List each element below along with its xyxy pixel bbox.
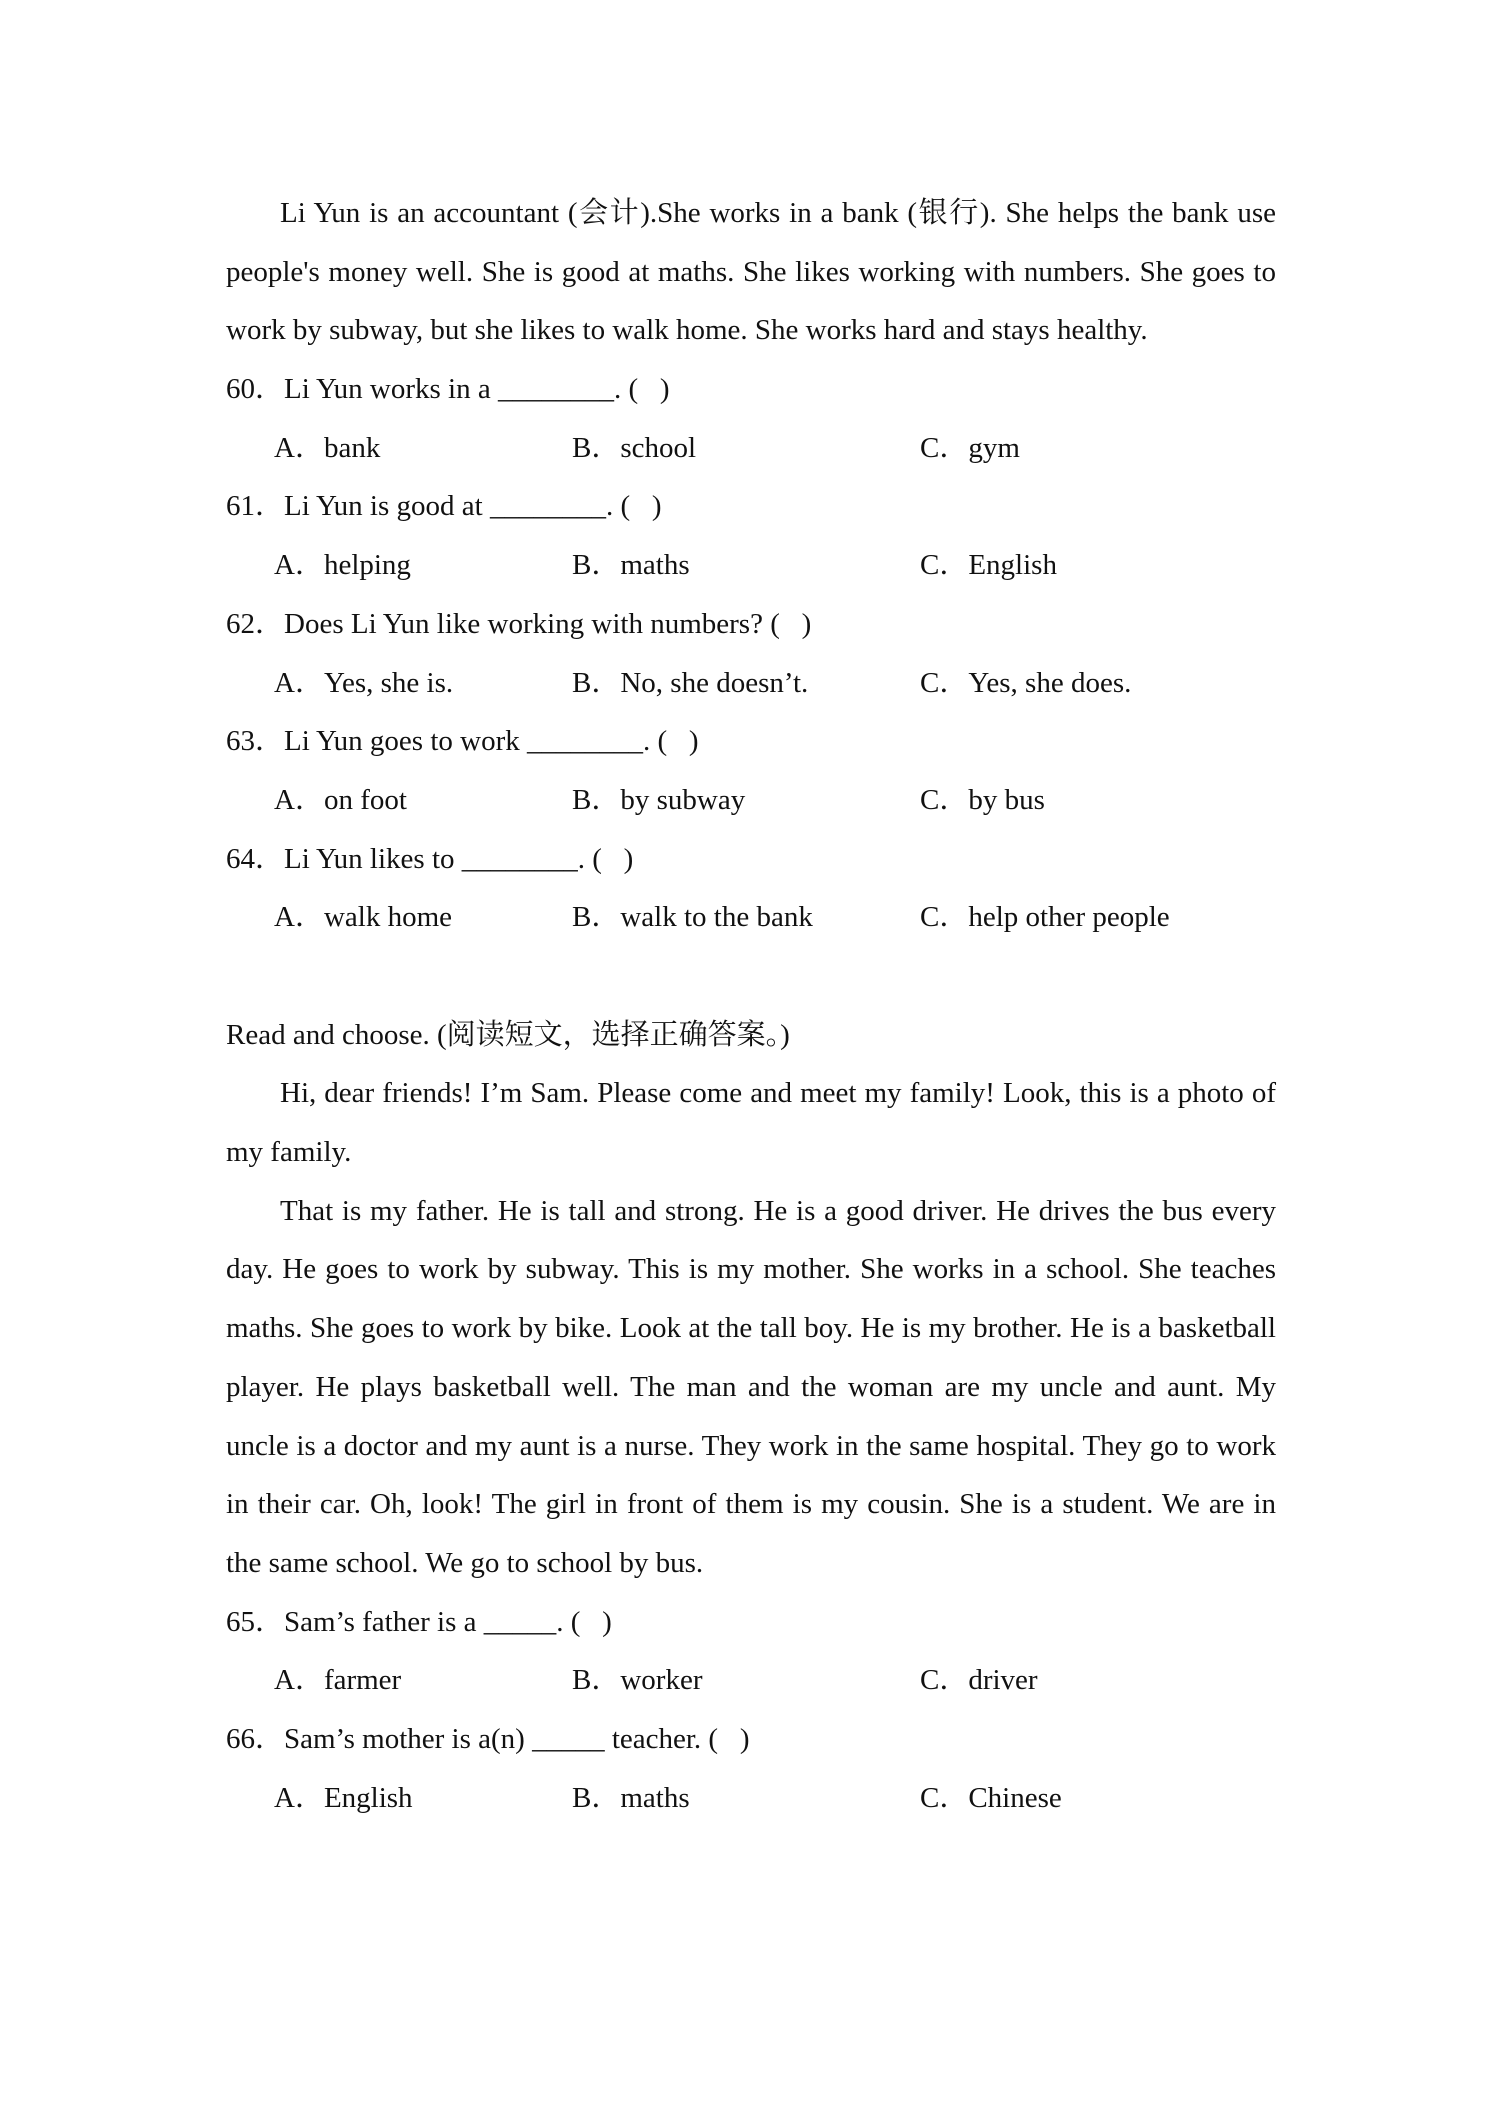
question-stem: 65．Sam’s father is a _____. ( ): [226, 1605, 612, 1638]
option-c: C．driver: [920, 1664, 1038, 1697]
question-65: [226, 1593, 1276, 1710]
option-b: B．walk to the bank: [572, 901, 813, 934]
answer-options: [226, 771, 1276, 830]
passage-li-yun: Li Yun is an accountant (会计).She works in a bank (银行). She helps the bank use people's money well. She is good at maths. She likes working with numbers. She goes to work by subway, but she likes to walk home. She works hard and stays healthy.: [226, 197, 1284, 347]
option-a: A．walk home: [274, 901, 452, 934]
question-stem: 64．Li Yun likes to ________. ( ): [226, 842, 634, 875]
answer-options: [226, 888, 1276, 947]
option-a: A．English: [274, 1781, 413, 1814]
question-60: [226, 360, 1276, 477]
option-b: B．school: [572, 431, 697, 464]
option-c: C．Chinese: [920, 1781, 1062, 1814]
option-c: C．help other people: [920, 901, 1170, 934]
question-61: [226, 477, 1276, 594]
option-c: C．gym: [920, 431, 1020, 464]
answer-options: [226, 419, 1276, 478]
option-c: C．by bus: [920, 783, 1045, 816]
option-a: A．on foot: [274, 783, 407, 816]
question-stem: 62．Does Li Yun like working with numbers? ( ): [226, 607, 812, 640]
question-stem: 61．Li Yun is good at ________. ( ): [226, 490, 662, 523]
passage-sam-intro: Hi, dear friends! I’m Sam. Please come and meet my family! Look, this is a photo of my family.: [226, 1077, 1284, 1169]
option-c: C．Yes, she does.: [920, 666, 1132, 699]
answer-options: [226, 536, 1276, 595]
option-a: A．farmer: [274, 1664, 402, 1697]
option-b: B．worker: [572, 1664, 703, 1697]
question-66: [226, 1710, 1276, 1827]
question-64: [226, 830, 1276, 947]
option-a: A．helping: [274, 549, 411, 582]
option-a: A．bank: [274, 431, 381, 464]
option-c: C．English: [920, 549, 1057, 582]
option-b: B．by subway: [572, 783, 746, 816]
question-63: [226, 712, 1276, 829]
option-b: B．No, she doesn’t.: [572, 666, 809, 699]
passage-sam-family: That is my father. He is tall and strong. He is a good driver. He drives the bus every day. He goes to work by subway. This is my mother. She works in a school. She teaches maths. She goes to work by bike. Look at the tall boy. He is my brother. He is a basketball player. He plays basketball well. The man and the woman are my uncle and aunt. My uncle is a doctor and my aunt is a nurse. They work in the same hospital. They go to work in their car. Oh, look! The girl in front of them is my cousin. She is a student. We are in the same school. We go to school by bus.: [226, 1194, 1284, 1579]
question-stem: 63．Li Yun goes to work ________. ( ): [226, 725, 699, 758]
answer-options: [226, 654, 1276, 713]
question-stem: 60．Li Yun works in a ________. ( ): [226, 373, 670, 406]
option-b: B．maths: [572, 549, 690, 582]
answer-options: [226, 1769, 1276, 1828]
worksheet-page: [226, 184, 1284, 1827]
section-heading: Read and choose. (阅读短文，选择正确答案。): [226, 1018, 790, 1051]
question-62: [226, 595, 1276, 712]
answer-options: [226, 1651, 1276, 1710]
section-spacer: [226, 947, 1276, 1006]
option-a: A．Yes, she is.: [274, 666, 454, 699]
option-b: B．maths: [572, 1781, 690, 1814]
question-stem: 66．Sam’s mother is a(n) _____ teacher. ( ): [226, 1723, 750, 1756]
